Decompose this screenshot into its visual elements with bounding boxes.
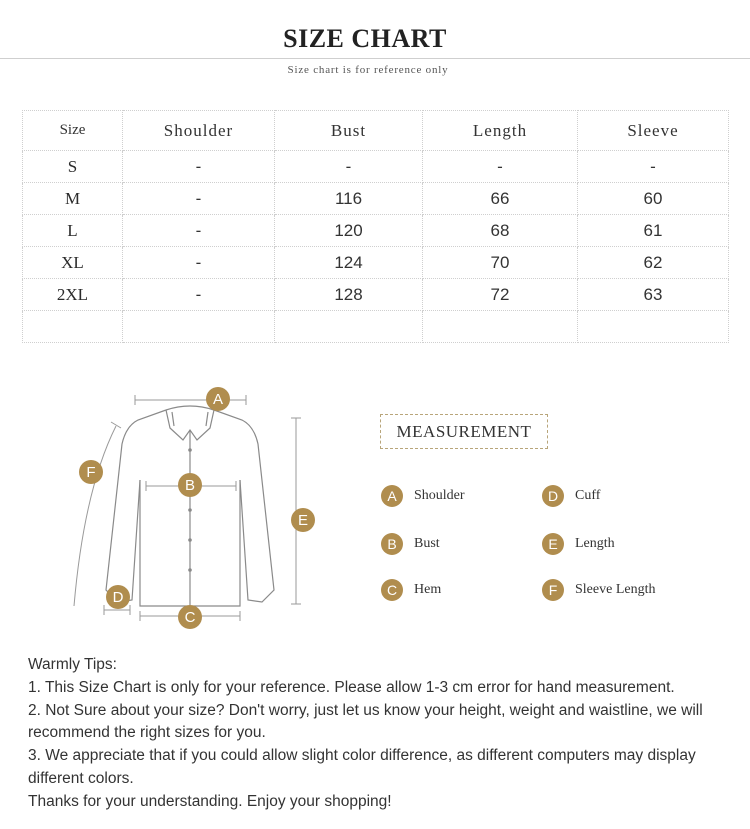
column-header-sleeve: Sleeve [578, 111, 729, 151]
legend-item-cuff [542, 484, 600, 508]
tips-heading: Warmly Tips: [28, 656, 117, 673]
marker-c-label: C [184, 609, 196, 626]
bust-cell: 124 [275, 247, 423, 279]
empty-cell [23, 311, 123, 343]
length-cell: 72 [423, 279, 578, 311]
column-header-length: Length [423, 111, 578, 151]
bust-cell: 116 [275, 183, 423, 215]
length-cell: 66 [423, 183, 578, 215]
marker-a [206, 387, 230, 411]
tips-section [28, 654, 743, 814]
table-row [23, 279, 729, 311]
legend-badge: E [542, 533, 564, 555]
legend-badge: B [381, 533, 403, 555]
empty-cell [123, 311, 275, 343]
legend-badge: C [381, 579, 403, 601]
size-cell: M [23, 183, 123, 215]
size-cell: XL [23, 247, 123, 279]
sleeve-cell: 61 [578, 215, 729, 247]
legend-label: Length [575, 536, 615, 551]
tip-line: 3. We appreciate that if you could allow slight color difference, as different computers may display different colors. [28, 747, 696, 787]
shoulder-cell: - [123, 247, 275, 279]
bust-cell: 120 [275, 215, 423, 247]
sleeve-cell: 60 [578, 183, 729, 215]
size-cell: S [23, 151, 123, 183]
table-row [23, 247, 729, 279]
legend-label: Shoulder [414, 488, 465, 503]
page-subtitle: Size chart is for reference only [287, 64, 449, 76]
length-cell: 70 [423, 247, 578, 279]
table-row [23, 183, 729, 215]
shoulder-cell: - [123, 183, 275, 215]
marker-f [79, 460, 103, 484]
marker-d-label: D [112, 589, 124, 606]
legend-label: Bust [414, 536, 440, 551]
shoulder-cell: - [123, 215, 275, 247]
sleeve-cell: - [578, 151, 729, 183]
marker-e-label: E [297, 512, 309, 529]
table-header-row [23, 111, 729, 151]
legend-item-length [542, 532, 615, 556]
legend-item-shoulder [381, 484, 465, 508]
marker-f-label: F [86, 464, 96, 481]
length-cell: - [423, 151, 578, 183]
legend-badge: F [542, 579, 564, 601]
marker-b [178, 473, 202, 497]
shoulder-cell: - [123, 279, 275, 311]
legend-item-hem [381, 578, 441, 602]
shirt-measurement-diagram [60, 380, 340, 640]
title-divider [0, 58, 750, 59]
bust-cell: 128 [275, 279, 423, 311]
table-row-empty [23, 311, 729, 343]
tip-line: Thanks for your understanding. Enjoy your shopping! [28, 792, 392, 810]
shirt-outline-icon [106, 406, 274, 606]
marker-c [178, 605, 202, 629]
legend-badge: D [542, 485, 564, 507]
legend-label: Sleeve Length [575, 582, 656, 597]
sleeve-cell: 63 [578, 279, 729, 311]
column-header-shoulder: Shoulder [123, 111, 275, 151]
bust-cell: - [275, 151, 423, 183]
size-table [22, 110, 729, 343]
empty-cell [578, 311, 729, 343]
marker-b-label: B [184, 477, 196, 494]
length-cell: 68 [423, 215, 578, 247]
sleeve-cell: 62 [578, 247, 729, 279]
marker-e [291, 508, 315, 532]
marker-a-label: A [212, 391, 224, 408]
column-header-bust: Bust [275, 111, 423, 151]
legend-label: Cuff [575, 488, 601, 503]
table-row [23, 215, 729, 247]
table-row [23, 151, 729, 183]
size-cell: 2XL [23, 279, 123, 311]
legend-item-sleeve-length [542, 578, 655, 602]
empty-cell [275, 311, 423, 343]
legend-label: Hem [414, 582, 442, 597]
column-header-size: Size [23, 111, 123, 151]
measurement-title: MEASUREMENT [380, 414, 548, 449]
marker-d [106, 585, 130, 609]
size-cell: L [23, 215, 123, 247]
tip-line: 2. Not Sure about your size? Don't worry, just let us know your height, weight and waistline, we will recommend the right sizes for you. [28, 701, 703, 742]
legend-item-bust [381, 532, 440, 556]
empty-cell [423, 311, 578, 343]
legend-badge: A [381, 485, 403, 507]
tip-line: 1. This Size Chart is only for your reference. Please allow 1-3 cm error for hand measurement. [28, 678, 675, 696]
shoulder-cell: - [123, 151, 275, 183]
measure-lines [74, 395, 301, 621]
page-title: SIZE CHART [283, 24, 447, 53]
